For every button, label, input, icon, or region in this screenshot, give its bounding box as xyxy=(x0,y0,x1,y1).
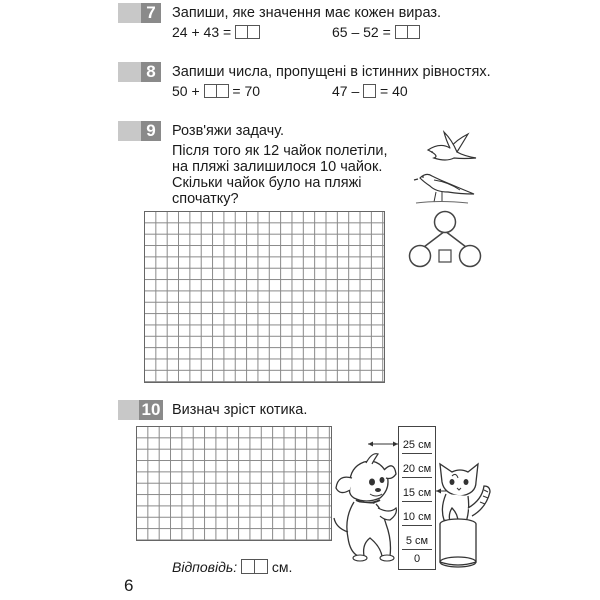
story-line: спочатку? xyxy=(172,191,239,207)
answer-cell[interactable] xyxy=(254,559,268,574)
task-10-number: 10 xyxy=(139,400,163,420)
seagull-icon xyxy=(410,128,480,206)
ruler-tick xyxy=(402,525,432,526)
ruler-label: 10 см xyxy=(402,511,432,523)
task-7-number: 7 xyxy=(141,3,161,23)
story-line: Скільки чайок було на пляжі xyxy=(172,175,362,191)
task-8-number: 8 xyxy=(141,62,161,82)
expression-text: 65 – 52 = xyxy=(332,24,391,40)
task-9-title: Розв'яжи задачу. xyxy=(172,123,285,139)
ruler-label: 25 см xyxy=(402,439,432,451)
ruler-tick xyxy=(402,549,432,550)
task-8-expression-2 xyxy=(332,83,408,99)
expression-right: = 40 xyxy=(380,83,408,99)
answer-cell[interactable] xyxy=(247,25,260,39)
task-9-grid[interactable] xyxy=(144,211,385,383)
answer-cell[interactable] xyxy=(407,25,420,39)
ruler-label: 20 см xyxy=(402,463,432,475)
answer-cell[interactable] xyxy=(363,84,376,98)
cat-icon xyxy=(436,458,496,570)
ruler-label: 5 см xyxy=(405,535,429,547)
task-7-expression-2 xyxy=(332,24,420,40)
task-7-expression-1 xyxy=(172,24,260,40)
answer-unit: см. xyxy=(271,559,293,575)
task-10-answer xyxy=(172,559,292,575)
story-line: Після того як 12 чайок полетіли, xyxy=(172,143,388,159)
expression-right: = 70 xyxy=(232,83,261,99)
task-9-number: 9 xyxy=(141,121,161,141)
task-9-story xyxy=(172,143,387,207)
task-10-title: Визнач зріст котика. xyxy=(172,402,308,418)
expression-left: 50 + xyxy=(172,83,200,99)
page-number: 6 xyxy=(124,576,134,595)
answer-cell[interactable] xyxy=(241,559,255,574)
story-line: на пляжі залишилося 10 чайок. xyxy=(172,159,383,175)
ruler-tick xyxy=(402,501,432,502)
expression-text: 24 + 43 = xyxy=(172,24,232,40)
scheme-icon xyxy=(404,210,486,272)
ruler-label: 0 xyxy=(413,553,421,565)
answer-cell[interactable] xyxy=(216,84,229,98)
task-7-title: Запиши, яке значення має кожен вираз. xyxy=(172,5,442,21)
task-8-expression-1 xyxy=(172,83,260,99)
answer-label: Відповідь: xyxy=(172,559,238,575)
ruler-label: 15 см xyxy=(402,487,432,499)
expression-left: 47 – xyxy=(332,83,360,99)
task-8-title: Запиши числа, пропущені в істинних рівностях. xyxy=(172,64,491,80)
task-10-grid[interactable] xyxy=(136,426,332,541)
